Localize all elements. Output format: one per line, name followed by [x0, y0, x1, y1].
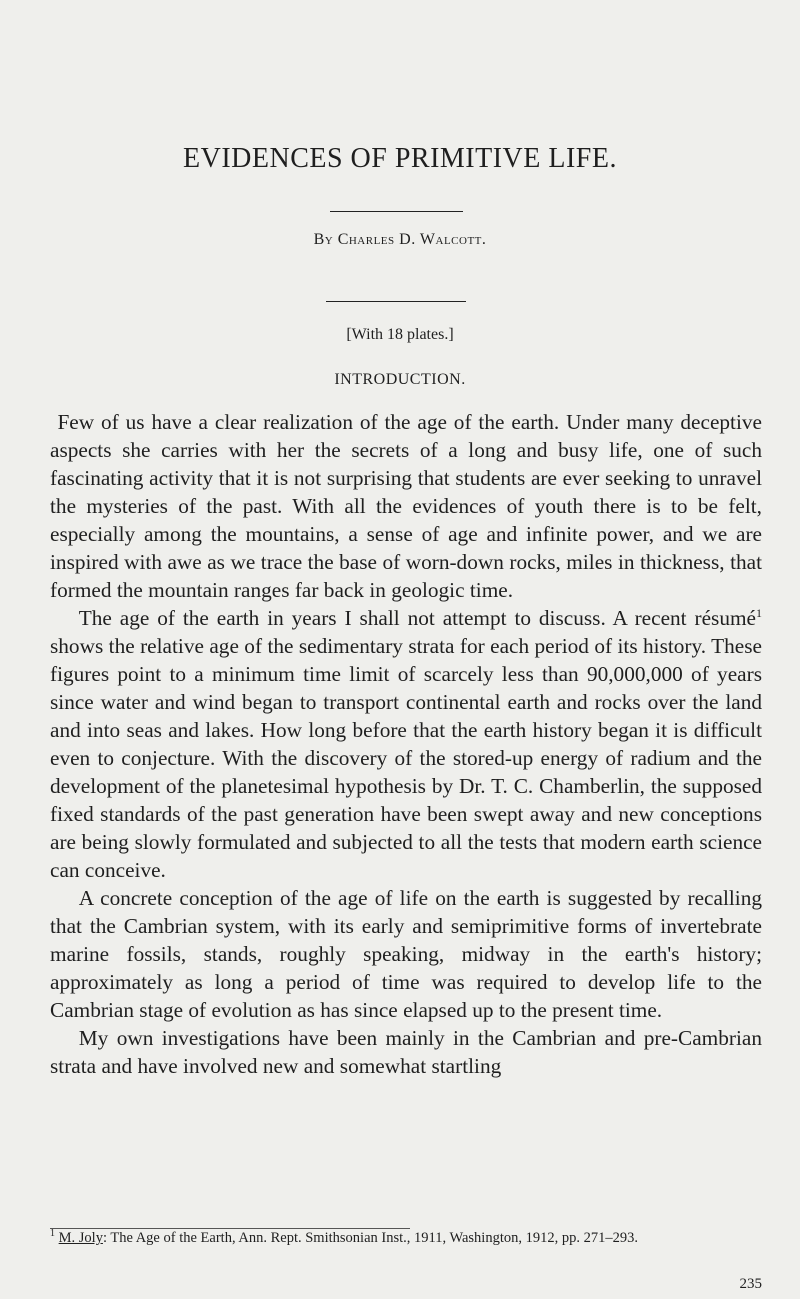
- article-title: EVIDENCES OF PRIMITIVE LIFE.: [183, 143, 617, 174]
- footnote: [50, 1230, 762, 1247]
- paragraph-text: shows the relative age of the sedimentary strata for each period of its history. These figures point to a minimum time limit of scarcely less than 90,000,000 of years since water and wind began to transport continental earth and rocks over the land and into seas and lakes. How long before that the earth history began it is difficult even to conjecture. With the discovery of the stored-up energy of radium and the development of the planetesimal hypothesis by Dr. T. C. Chamberlin, the supposed fixed standards of the past generation have been swept away and new conceptions are being slowly formulated and subjected to all the tests that modern earth science can conceive.: [50, 634, 762, 882]
- footnote-marker: 1: [50, 1228, 55, 1240]
- footnote-author: M. Joly: [58, 1230, 103, 1246]
- byline-divider: [326, 301, 466, 302]
- footnote-divider: [50, 1228, 410, 1229]
- paragraph: [50, 604, 762, 884]
- page-number: 235: [739, 1276, 762, 1292]
- title-divider: [330, 211, 463, 212]
- footnote-text: : The Age of the Earth, Ann. Rept. Smithsonian Inst., 1911, Washington, 1912, pp. 271–293.: [102, 1230, 638, 1246]
- plates-note: [With 18 plates.]: [346, 326, 454, 343]
- paragraph-text: The age of the earth in years I shall not attempt to discuss. A recent résumé: [78, 606, 756, 630]
- section-heading: INTRODUCTION.: [334, 371, 466, 388]
- paragraph: My own investigations have been mainly in the Cambrian and pre-Cambrian strata and have involved new and somewhat startling: [50, 1026, 762, 1078]
- paragraph: Few of us have a clear realization of the age of the earth. Under many deceptive aspects she carries with her the secrets of a long and busy life, one of such fascinating activity that it is not surprising that students are ever seeking to unravel the mysteries of the past. With all the evidences of youth there is to be felt, especially among the mountains, a sense of age and infinite power, and we are inspired with awe as we trace the base of worn-down rocks, miles in thickness, that formed the mountain ranges far back in geologic time.: [50, 410, 762, 602]
- paragraph: A concrete conception of the age of life on the earth is suggested by recalling that the Cambrian system, with its early and semiprimitive forms of invertebrate marine fossils, stands, roughly speaking, midway in the earth's history; approximately as long a period of time was required to develop life to the Cambrian stage of evolution as has since elapsed up to the present time.: [50, 886, 762, 1022]
- article-body: [50, 408, 762, 1080]
- author-byline: By Charles D. Walcott.: [313, 231, 487, 248]
- footnote-reference: 1: [756, 605, 762, 620]
